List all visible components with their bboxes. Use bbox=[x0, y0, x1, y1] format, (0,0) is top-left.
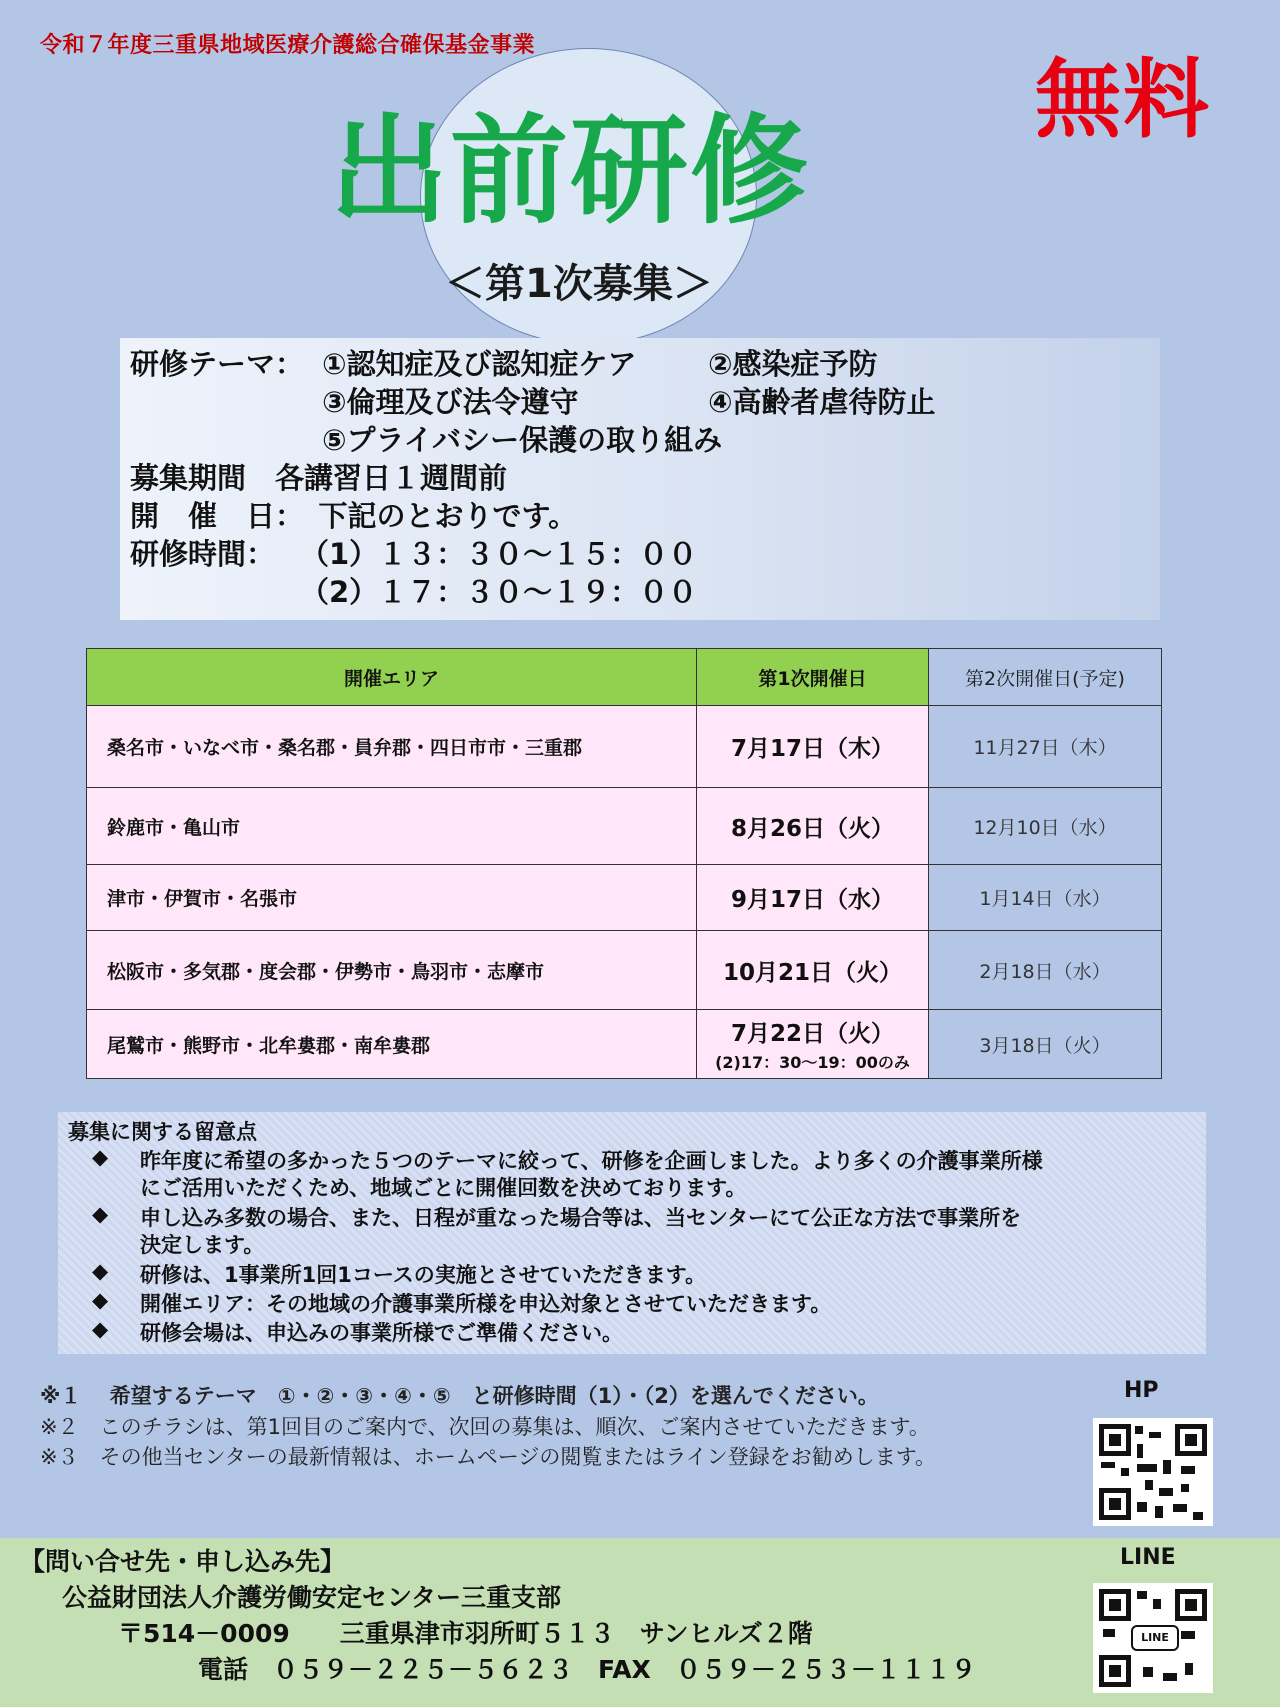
note-text: 昨年度に希望の多かった５つのテーマに絞って、研修を企画しました。より多くの介護事業所様 bbox=[140, 1149, 1043, 1173]
footnote: ※１ 希望するテーマ ①・②・③・④・⑤ と研修時間（1）・（2）を選んでください。 bbox=[40, 1384, 879, 1408]
note-text: 研修は、1事業所1回1コースの実施とさせていただきます。 bbox=[140, 1263, 707, 1287]
notes-panel bbox=[58, 1112, 1206, 1354]
table-row bbox=[87, 1010, 1162, 1079]
second-date-cell: 12月10日（水） bbox=[929, 788, 1162, 865]
table-row bbox=[87, 865, 1162, 931]
second-date-cell: 2月18日（水） bbox=[929, 931, 1162, 1010]
phone-fax: 電話 ０５９－２２５－５６２３ FAX ０５９－２５３－１１１９ bbox=[198, 1655, 976, 1684]
bullet-icon: ◆ bbox=[92, 1288, 109, 1312]
hp-label: HP bbox=[1124, 1378, 1159, 1403]
table-row bbox=[87, 788, 1162, 865]
first-date: 7月22日（火） bbox=[730, 1021, 894, 1047]
theme-item: ④高齢者虐待防止 bbox=[708, 385, 936, 419]
bullet-icon: ◆ bbox=[92, 1317, 109, 1341]
theme-item: ⑤プライバシー保護の取り組み bbox=[322, 423, 723, 457]
note-text: にご活用いただくため、地域ごとに開催回数を決めております。 bbox=[140, 1176, 747, 1200]
page-subtitle: ＜第1次募集＞ bbox=[445, 261, 713, 307]
area-cell: 鈴鹿市・亀山市 bbox=[87, 788, 697, 865]
time-slot: （2）１７：３０～１９：００ bbox=[300, 575, 698, 609]
theme-label: 研修テーマ： bbox=[130, 347, 305, 381]
hp-qr-code[interactable] bbox=[1093, 1418, 1213, 1526]
footnote: ※２ このチラシは、第1回目のご案内で、次回の募集は、順次、ご案内させていただきます。 bbox=[40, 1415, 930, 1439]
area-cell: 桑名市・いなべ市・桑名郡・員弁郡・四日市市・三重郡 bbox=[87, 706, 697, 788]
note-text: 申し込み多数の場合、また、日程が重なった場合等は、当センターにて公正な方法で事業所を bbox=[140, 1206, 1022, 1230]
column-header: 第2次開催日(予定) bbox=[929, 649, 1162, 706]
table-header-row bbox=[87, 649, 1162, 706]
line-label: LINE bbox=[1120, 1545, 1176, 1570]
second-date-cell: 11月27日（木） bbox=[929, 706, 1162, 788]
theme-item: ①認知症及び認知症ケア bbox=[322, 347, 637, 381]
notes-title: 募集に関する留意点 bbox=[68, 1120, 257, 1144]
second-date-cell: 3月18日（火） bbox=[929, 1010, 1162, 1079]
first-date-cell bbox=[697, 1010, 929, 1079]
info-panel bbox=[120, 338, 1160, 620]
theme-item: ③倫理及び法令遵守 bbox=[322, 385, 579, 419]
time-label: 研修時間： bbox=[130, 537, 276, 571]
bullet-icon: ◆ bbox=[92, 1259, 109, 1283]
table-row bbox=[87, 706, 1162, 788]
contact-label: 【問い合せ先・申し込み先】 bbox=[20, 1547, 346, 1576]
first-date-cell: 9月17日（水） bbox=[697, 865, 929, 931]
second-date-cell: 1月14日（水） bbox=[929, 865, 1162, 931]
area-cell: 尾鷲市・熊野市・北牟婁郡・南牟婁郡 bbox=[87, 1010, 697, 1079]
first-date-cell: 8月26日（火） bbox=[697, 788, 929, 865]
organization-name: 公益財団法人介護労働安定センター三重支部 bbox=[62, 1583, 562, 1612]
recruit-period: 募集期間 各講習日１週間前 bbox=[130, 461, 508, 495]
note-text: 開催エリア：その地域の介護事業所様を申込対象とさせていただきます。 bbox=[140, 1292, 832, 1316]
note-text: 研修会場は、申込みの事業所様でご準備ください。 bbox=[140, 1321, 623, 1345]
time-slot: （1）１３：３０～１５：００ bbox=[300, 537, 698, 571]
table-row bbox=[87, 931, 1162, 1010]
bullet-icon: ◆ bbox=[92, 1145, 109, 1169]
first-date-cell: 7月17日（木） bbox=[697, 706, 929, 788]
page-title: 出前研修 bbox=[330, 102, 811, 240]
free-badge: 無料 bbox=[1035, 49, 1211, 150]
note-text: 決定します。 bbox=[140, 1233, 265, 1257]
footnote: ※３ その他当センターの最新情報は、ホームページの閲覧またはライン登録をお勧めします。 bbox=[40, 1445, 937, 1469]
line-qr-code[interactable] bbox=[1093, 1583, 1213, 1693]
bullet-icon: ◆ bbox=[92, 1202, 109, 1226]
sponsor-text: 令和７年度三重県地域医療介護総合確保基金事業 bbox=[40, 33, 536, 58]
schedule-table bbox=[86, 648, 1162, 1079]
theme-item: ②感染症予防 bbox=[708, 347, 878, 381]
column-header: 開催エリア bbox=[87, 649, 697, 706]
first-date-cell: 10月21日（火） bbox=[697, 931, 929, 1010]
line-logo-icon: LINE bbox=[1131, 1625, 1179, 1651]
first-date-note: (2)17：30～19：00のみ bbox=[715, 1053, 910, 1072]
event-date: 開 催 日： 下記のとおりです。 bbox=[130, 499, 578, 533]
area-cell: 津市・伊賀市・名張市 bbox=[87, 865, 697, 931]
area-cell: 松阪市・多気郡・度会郡・伊勢市・鳥羽市・志摩市 bbox=[87, 931, 697, 1010]
address: 〒514－0009 三重県津市羽所町５１３ サンヒルズ２階 bbox=[118, 1619, 813, 1648]
contact-footer bbox=[0, 1538, 1280, 1707]
column-header: 第1次開催日 bbox=[697, 649, 929, 706]
